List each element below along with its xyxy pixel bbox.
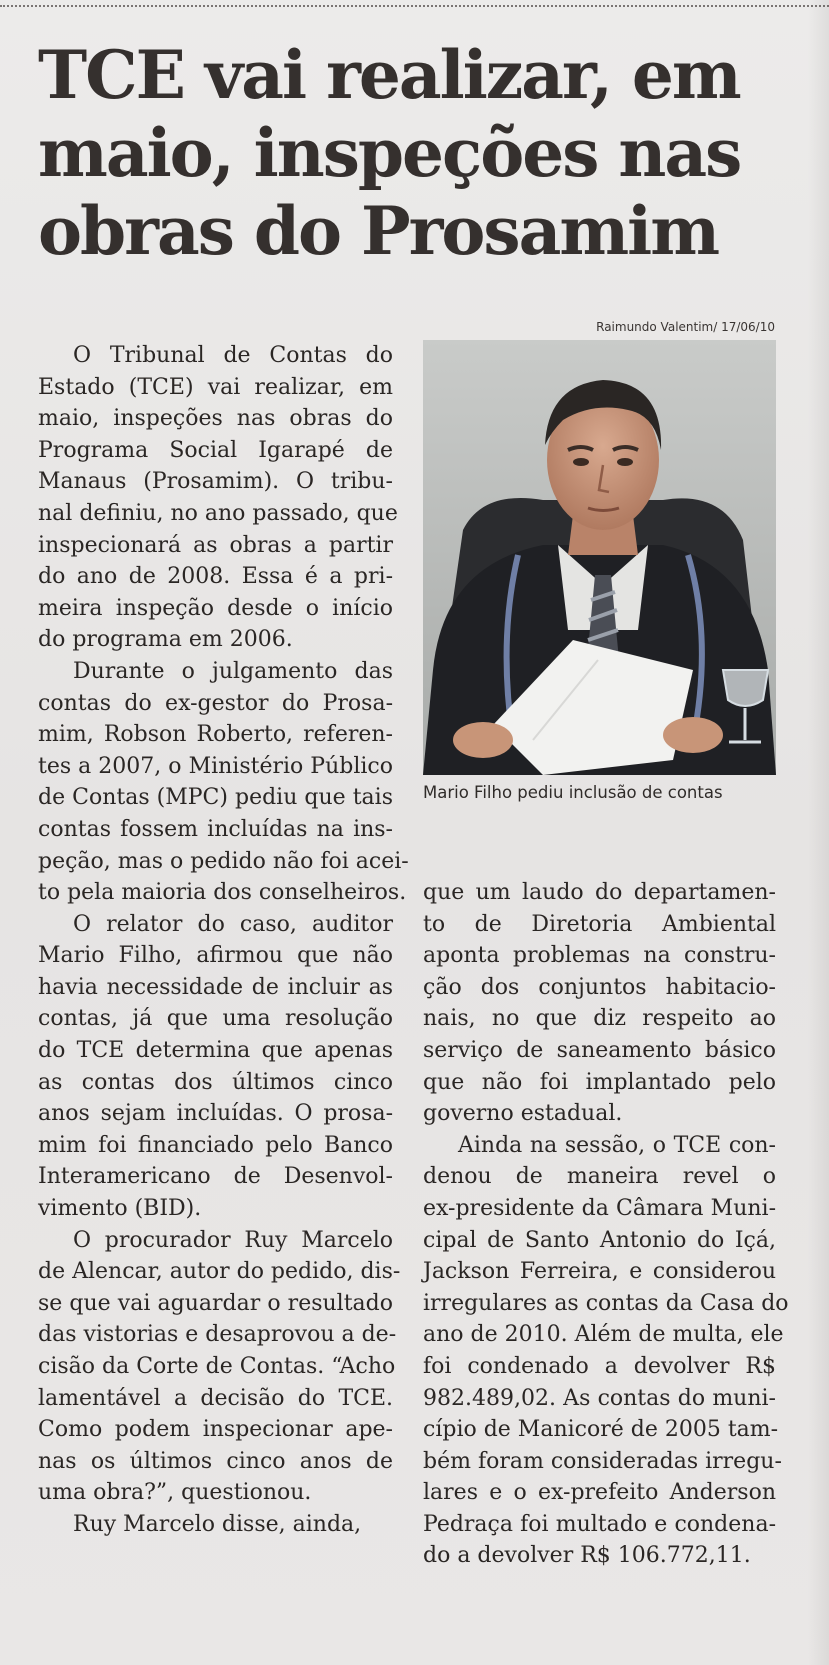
- article-line: as contas dos últimos cinco: [38, 1069, 393, 1095]
- article-line: anos sejam incluídas. O prosa-: [38, 1101, 393, 1127]
- article-line: uma obra?”, questionou.: [38, 1480, 312, 1506]
- article-line: 982.489,02. As contas do muni-: [423, 1385, 776, 1411]
- article-line: to pela maioria dos conselheiros.: [38, 880, 407, 906]
- photo-caption: Mario Filho pediu inclusão de contas: [423, 783, 723, 802]
- article-line: Estado (TCE) vai realizar, em: [38, 374, 393, 400]
- portrait-illustration: [423, 340, 776, 775]
- article-line: contas do ex-gestor do Prosa-: [38, 690, 393, 716]
- article-line: nal definiu, no ano passado, que: [38, 500, 398, 526]
- article-line: ção dos conjuntos habitacio-: [423, 974, 776, 1000]
- article-paragraph: [423, 877, 776, 1130]
- article-paragraph: [423, 1130, 789, 1572]
- top-dotted-rule: [0, 5, 829, 7]
- article-line: to de Diretoria Ambiental: [423, 911, 776, 937]
- article-line: que um laudo do departamen-: [423, 880, 776, 905]
- headline-line-2: maio, inspeções nas: [38, 114, 741, 192]
- article-line: Jackson Ferreira, e considerou: [423, 1259, 776, 1285]
- article-line: ano de 2010. Além de multa, ele: [423, 1322, 784, 1348]
- article-line: lares e o ex-prefeito Anderson: [423, 1480, 776, 1506]
- headline-line-1: TCE vai realizar, em: [38, 36, 740, 114]
- article-line: denou de maneira revel o: [423, 1164, 776, 1190]
- article-line: foi condenado a devolver R$: [423, 1353, 776, 1379]
- article-line: nais, no que diz respeito ao: [423, 1006, 776, 1032]
- headline-line-3: obras do Prosamim: [38, 192, 719, 270]
- article-line: tes a 2007, o Ministério Público: [38, 753, 393, 779]
- article-line: Programa Social Igarapé de: [38, 437, 393, 463]
- article-line: havia necessidade de incluir as: [38, 974, 393, 1000]
- article-right-column: [423, 877, 789, 1572]
- article-line: cisão da Corte de Contas. “Acho: [38, 1354, 396, 1379]
- article-line: mim, Robson Roberto, referen-: [38, 722, 393, 748]
- article-line: Mario Filho, afirmou que não: [38, 943, 393, 969]
- article-line: Como podem inspecionar ape-: [38, 1417, 393, 1443]
- article-line: de Alencar, autor do pedido, dis-: [38, 1259, 401, 1285]
- article-line: meira inspeção desde o início: [38, 595, 393, 621]
- article-paragraph: [38, 340, 398, 656]
- article-line: irregulares as contas da Casa do: [423, 1290, 789, 1316]
- article-line: inspecionará as obras a partir: [38, 532, 393, 558]
- article-line: O procurador Ruy Marcelo: [73, 1227, 393, 1253]
- article-line: bém foram consideradas irregu-: [423, 1448, 782, 1474]
- article-left-column: [38, 340, 409, 1541]
- article-line: O Tribunal de Contas do: [73, 343, 393, 368]
- article-paragraph: [38, 1225, 401, 1509]
- article-line: do TCE determina que apenas: [38, 1038, 393, 1064]
- article-paragraph: [38, 1509, 393, 1541]
- article-line: ex-presidente da Câmara Muni-: [423, 1195, 776, 1221]
- article-line: do ano de 2008. Essa é a pri-: [38, 564, 393, 590]
- article-paragraph: [38, 909, 393, 1225]
- article-line: nas os últimos cinco anos de: [38, 1448, 393, 1474]
- article-line: do programa em 2006.: [38, 627, 293, 653]
- article-line: das vistorias e desaprovou a de-: [38, 1322, 397, 1348]
- article-line: contas fossem incluídas na ins-: [38, 816, 393, 842]
- article-line: aponta problemas na constru-: [423, 943, 776, 969]
- article-line: peção, mas o pedido não foi acei-: [38, 848, 409, 874]
- article-line: lamentável a decisão do TCE.: [38, 1385, 393, 1411]
- article-line: maio, inspeções nas obras do: [38, 406, 393, 432]
- article-line: do a devolver R$ 106.772,11.: [423, 1543, 751, 1569]
- article-line: governo estadual.: [423, 1101, 623, 1127]
- article-line: de Contas (MPC) pediu que tais: [38, 785, 393, 811]
- article-line: Ruy Marcelo disse, ainda,: [73, 1511, 362, 1537]
- article-line: O relator do caso, auditor: [73, 911, 393, 937]
- article-line: serviço de saneamento básico: [423, 1037, 776, 1063]
- article-line: cipal de Santo Antonio do Içá,: [423, 1227, 776, 1253]
- headline: [38, 36, 758, 270]
- article-line: Interamericano de Desenvol-: [38, 1164, 393, 1190]
- page-fold-shadow: [808, 0, 829, 1665]
- article-line: que não foi implantado pelo: [423, 1069, 776, 1095]
- article-photo: [423, 340, 776, 775]
- article-line: contas, já que uma resolução: [38, 1006, 393, 1032]
- article-line: cípio de Manicoré de 2005 tam-: [423, 1417, 779, 1443]
- article-line: mim foi financiado pelo Banco: [38, 1132, 393, 1158]
- article-line: Ainda na sessão, o TCE con-: [458, 1132, 776, 1158]
- article-line: Manaus (Prosamim). O tribu-: [38, 469, 393, 495]
- article-line: Pedraça foi multado e condena-: [423, 1511, 776, 1537]
- article-paragraph: [38, 656, 409, 909]
- article-line: Durante o julgamento das: [73, 658, 393, 684]
- article-line: se que vai aguardar o resultado: [38, 1290, 393, 1316]
- article-line: vimento (BID).: [38, 1196, 202, 1222]
- photo-credit: Raimundo Valentim/ 17/06/10: [596, 320, 775, 334]
